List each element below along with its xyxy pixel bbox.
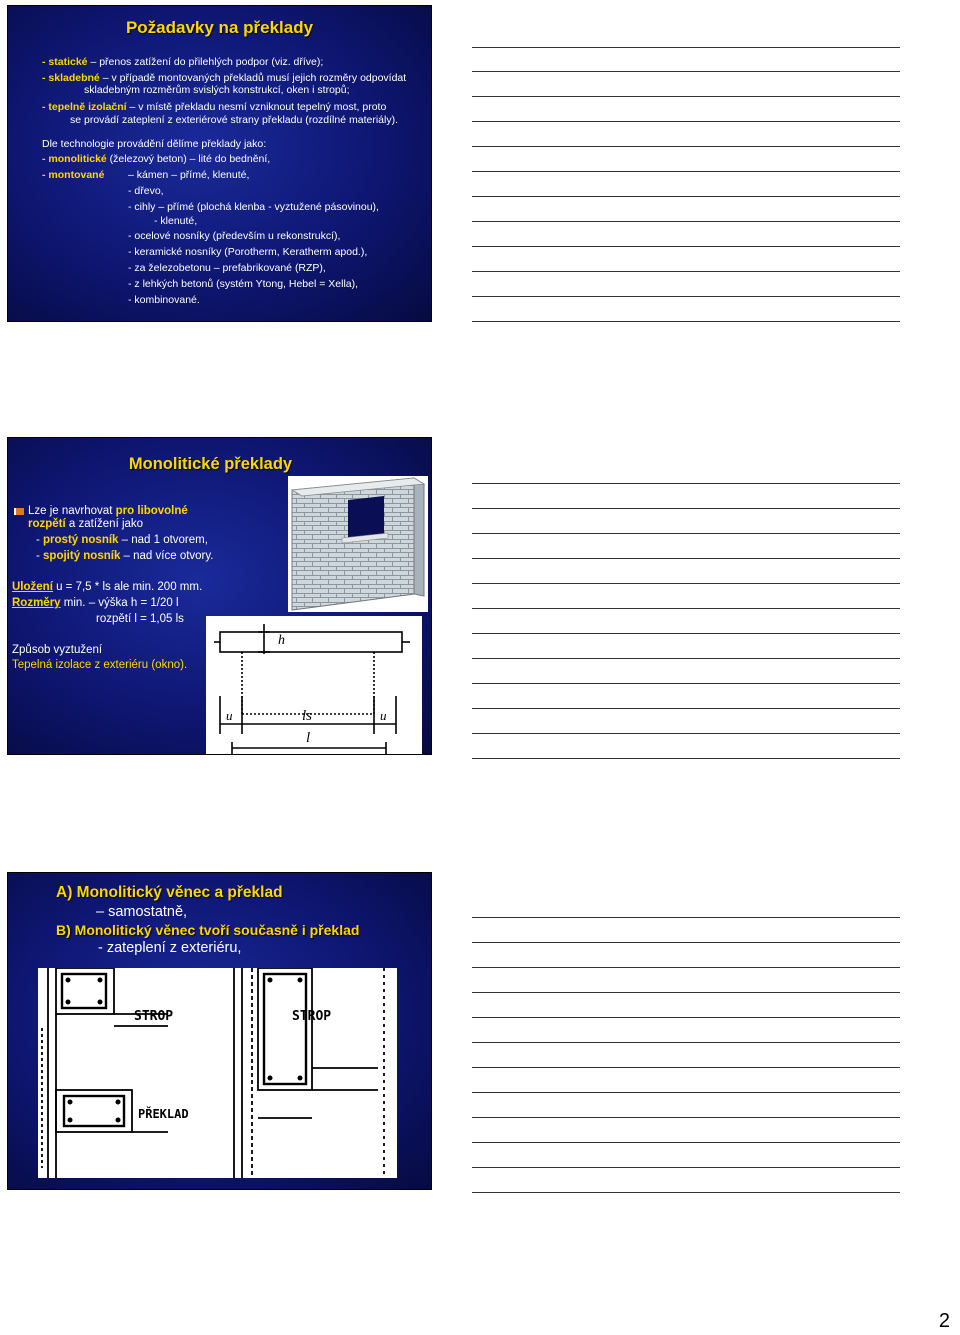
text-span: -: [36, 550, 44, 562]
note-line: [472, 942, 900, 943]
note-line: [472, 633, 900, 634]
note-line: [472, 483, 900, 484]
note-line: [472, 1192, 900, 1193]
list-item: - ocelové nosníky (především u rekonstrukcí),: [128, 230, 341, 242]
dim-label-u-right: u: [380, 708, 387, 723]
dim-label-ls: ls: [302, 708, 313, 724]
label-strop-right: STROP: [292, 1009, 332, 1024]
note-line: [472, 296, 900, 297]
text-span-highlight: prostý nosník: [43, 534, 119, 546]
slide2-title: Monolitické překlady: [128, 455, 293, 473]
note-line: [472, 1017, 900, 1018]
note-line: [472, 121, 900, 122]
slide-monolithic-lintels: [7, 437, 432, 755]
req-static: [42, 56, 323, 68]
type-monolithic: [42, 153, 270, 165]
type-prefab-key: - montované: [42, 169, 105, 181]
note-line: [472, 1142, 900, 1143]
dim-label-l: l: [306, 730, 311, 746]
option-a-title: A) Monolitický věnec a překlad: [56, 884, 283, 901]
note-line: [472, 1092, 900, 1093]
note-line: [472, 733, 900, 734]
note-line: [472, 1067, 900, 1068]
note-line: [472, 96, 900, 97]
list-item: – kámen – přímé, klenuté,: [128, 169, 250, 181]
note-line: [472, 1042, 900, 1043]
text-span-highlight: rozpětí: [28, 518, 66, 530]
text-span: min. – výška h = 1/20 l: [60, 597, 179, 609]
req-static-key: - statické: [42, 56, 88, 68]
req-modular-cont: skladebným rozměrům svislých konstrukcí, oken i stropů;: [84, 84, 350, 96]
dim-label-u-left: u: [226, 708, 233, 723]
note-line: [472, 271, 900, 272]
note-line: [472, 1167, 900, 1168]
note-line: [472, 558, 900, 559]
page-number: 2: [938, 1310, 950, 1332]
list-item: - z lehkých betonů (systém Ytong, Hebel = Xella),: [128, 278, 359, 290]
lintel-dimension-drawing: [206, 616, 422, 754]
req-static-text: – přenos zatížení do přilehlých podpor (viz. dříve);: [87, 56, 324, 68]
list-item: - dřevo,: [128, 185, 164, 197]
list-item: - za železobetonu – prefabrikované (RZP),: [128, 262, 326, 274]
note-line: [472, 583, 900, 584]
text-line: [12, 597, 179, 610]
req-thermal-text: – v místě překladu nesmí vzniknout tepelný most, proto: [126, 101, 387, 113]
slide-ring-beam: [7, 872, 432, 1190]
req-modular-key: - skladebné: [42, 72, 100, 84]
note-line: [472, 1117, 900, 1118]
slide-requirements: [7, 5, 432, 322]
note-line: [472, 47, 900, 48]
note-line: [472, 171, 900, 172]
text-span: – nad 1 otvorem,: [118, 534, 208, 546]
text-span-highlight: pro libovolné: [115, 505, 188, 517]
option-b-note: - zateplení z exteriéru,: [98, 940, 242, 956]
type-monolithic-key: - monolitické: [42, 153, 107, 165]
note-line: [472, 221, 900, 222]
note-line: [472, 146, 900, 147]
text-span: u = 7,5 * ls ale min. 200 mm.: [52, 581, 203, 593]
note-line: [472, 917, 900, 918]
text-line: [12, 581, 202, 594]
intro-text: Dle technologie provádění dělíme překlady jako:: [42, 138, 267, 150]
note-line: [472, 708, 900, 709]
text-line: Způsob vyztužení: [12, 644, 103, 656]
label-preklad: PŘEKLAD: [138, 1107, 189, 1121]
req-thermal-cont: se provádí zateplení z exteriérové strany překladu (rozdílné materiály).: [70, 114, 398, 126]
note-line: [472, 608, 900, 609]
text-span: -: [36, 534, 44, 546]
list-item: - cihly – přímé (plochá klenba - vyztužené pásovinou),: [128, 201, 379, 213]
req-thermal-key: - tepelně izolační: [42, 101, 127, 113]
text-span: Lze je navrhovat: [28, 505, 116, 517]
note-line: [472, 71, 900, 72]
note-line: [472, 321, 900, 322]
req-modular-text: – v případě montovaných překladů musí jejich rozměry odpovídat: [99, 72, 407, 84]
note-line: [472, 196, 900, 197]
list-item: - keramické nosníky (Porotherm, Keratherm apod.),: [128, 246, 368, 258]
brick-wall-image: [288, 476, 428, 612]
list-item: - kombinované.: [128, 294, 200, 306]
req-modular: [42, 72, 406, 84]
text-line: [36, 550, 213, 563]
text-line: [36, 534, 208, 547]
text-line: [28, 505, 188, 518]
text-line: [28, 518, 143, 531]
note-line: [472, 967, 900, 968]
note-line: [472, 683, 900, 684]
note-line: [472, 533, 900, 534]
note-line: [472, 246, 900, 247]
option-a-note: – samostatně,: [96, 904, 188, 920]
type-monolithic-text: (železový beton) – lité do bednění,: [106, 153, 271, 165]
label-strop-left: STROP: [134, 1009, 174, 1024]
option-b-title: B) Monolitický věnec tvoří současně i překlad: [56, 922, 360, 938]
dim-label-h: h: [278, 633, 285, 648]
bullet-icon: [14, 508, 24, 515]
text-span-highlight: Rozměry: [12, 597, 61, 609]
lintel-beam-shape: [220, 632, 402, 652]
text-span-highlight: spojitý nosník: [43, 550, 121, 562]
text-line: rozpětí l = 1,05 ls: [96, 613, 184, 625]
req-thermal: [42, 101, 386, 113]
text-span-highlight: Uložení: [12, 581, 53, 593]
note-line: [472, 658, 900, 659]
text-span: a zatížení jako: [65, 518, 144, 530]
ring-beam-drawing: [38, 968, 397, 1178]
slide1-title: Požadavky na překlady: [125, 18, 314, 37]
text-span: – nad více otvory.: [120, 550, 214, 562]
text-line-highlight: Tepelná izolace z exteriéru (okno).: [12, 659, 188, 671]
note-line: [472, 992, 900, 993]
list-item: - klenuté,: [154, 215, 198, 227]
note-line: [472, 758, 900, 759]
note-line: [472, 508, 900, 509]
